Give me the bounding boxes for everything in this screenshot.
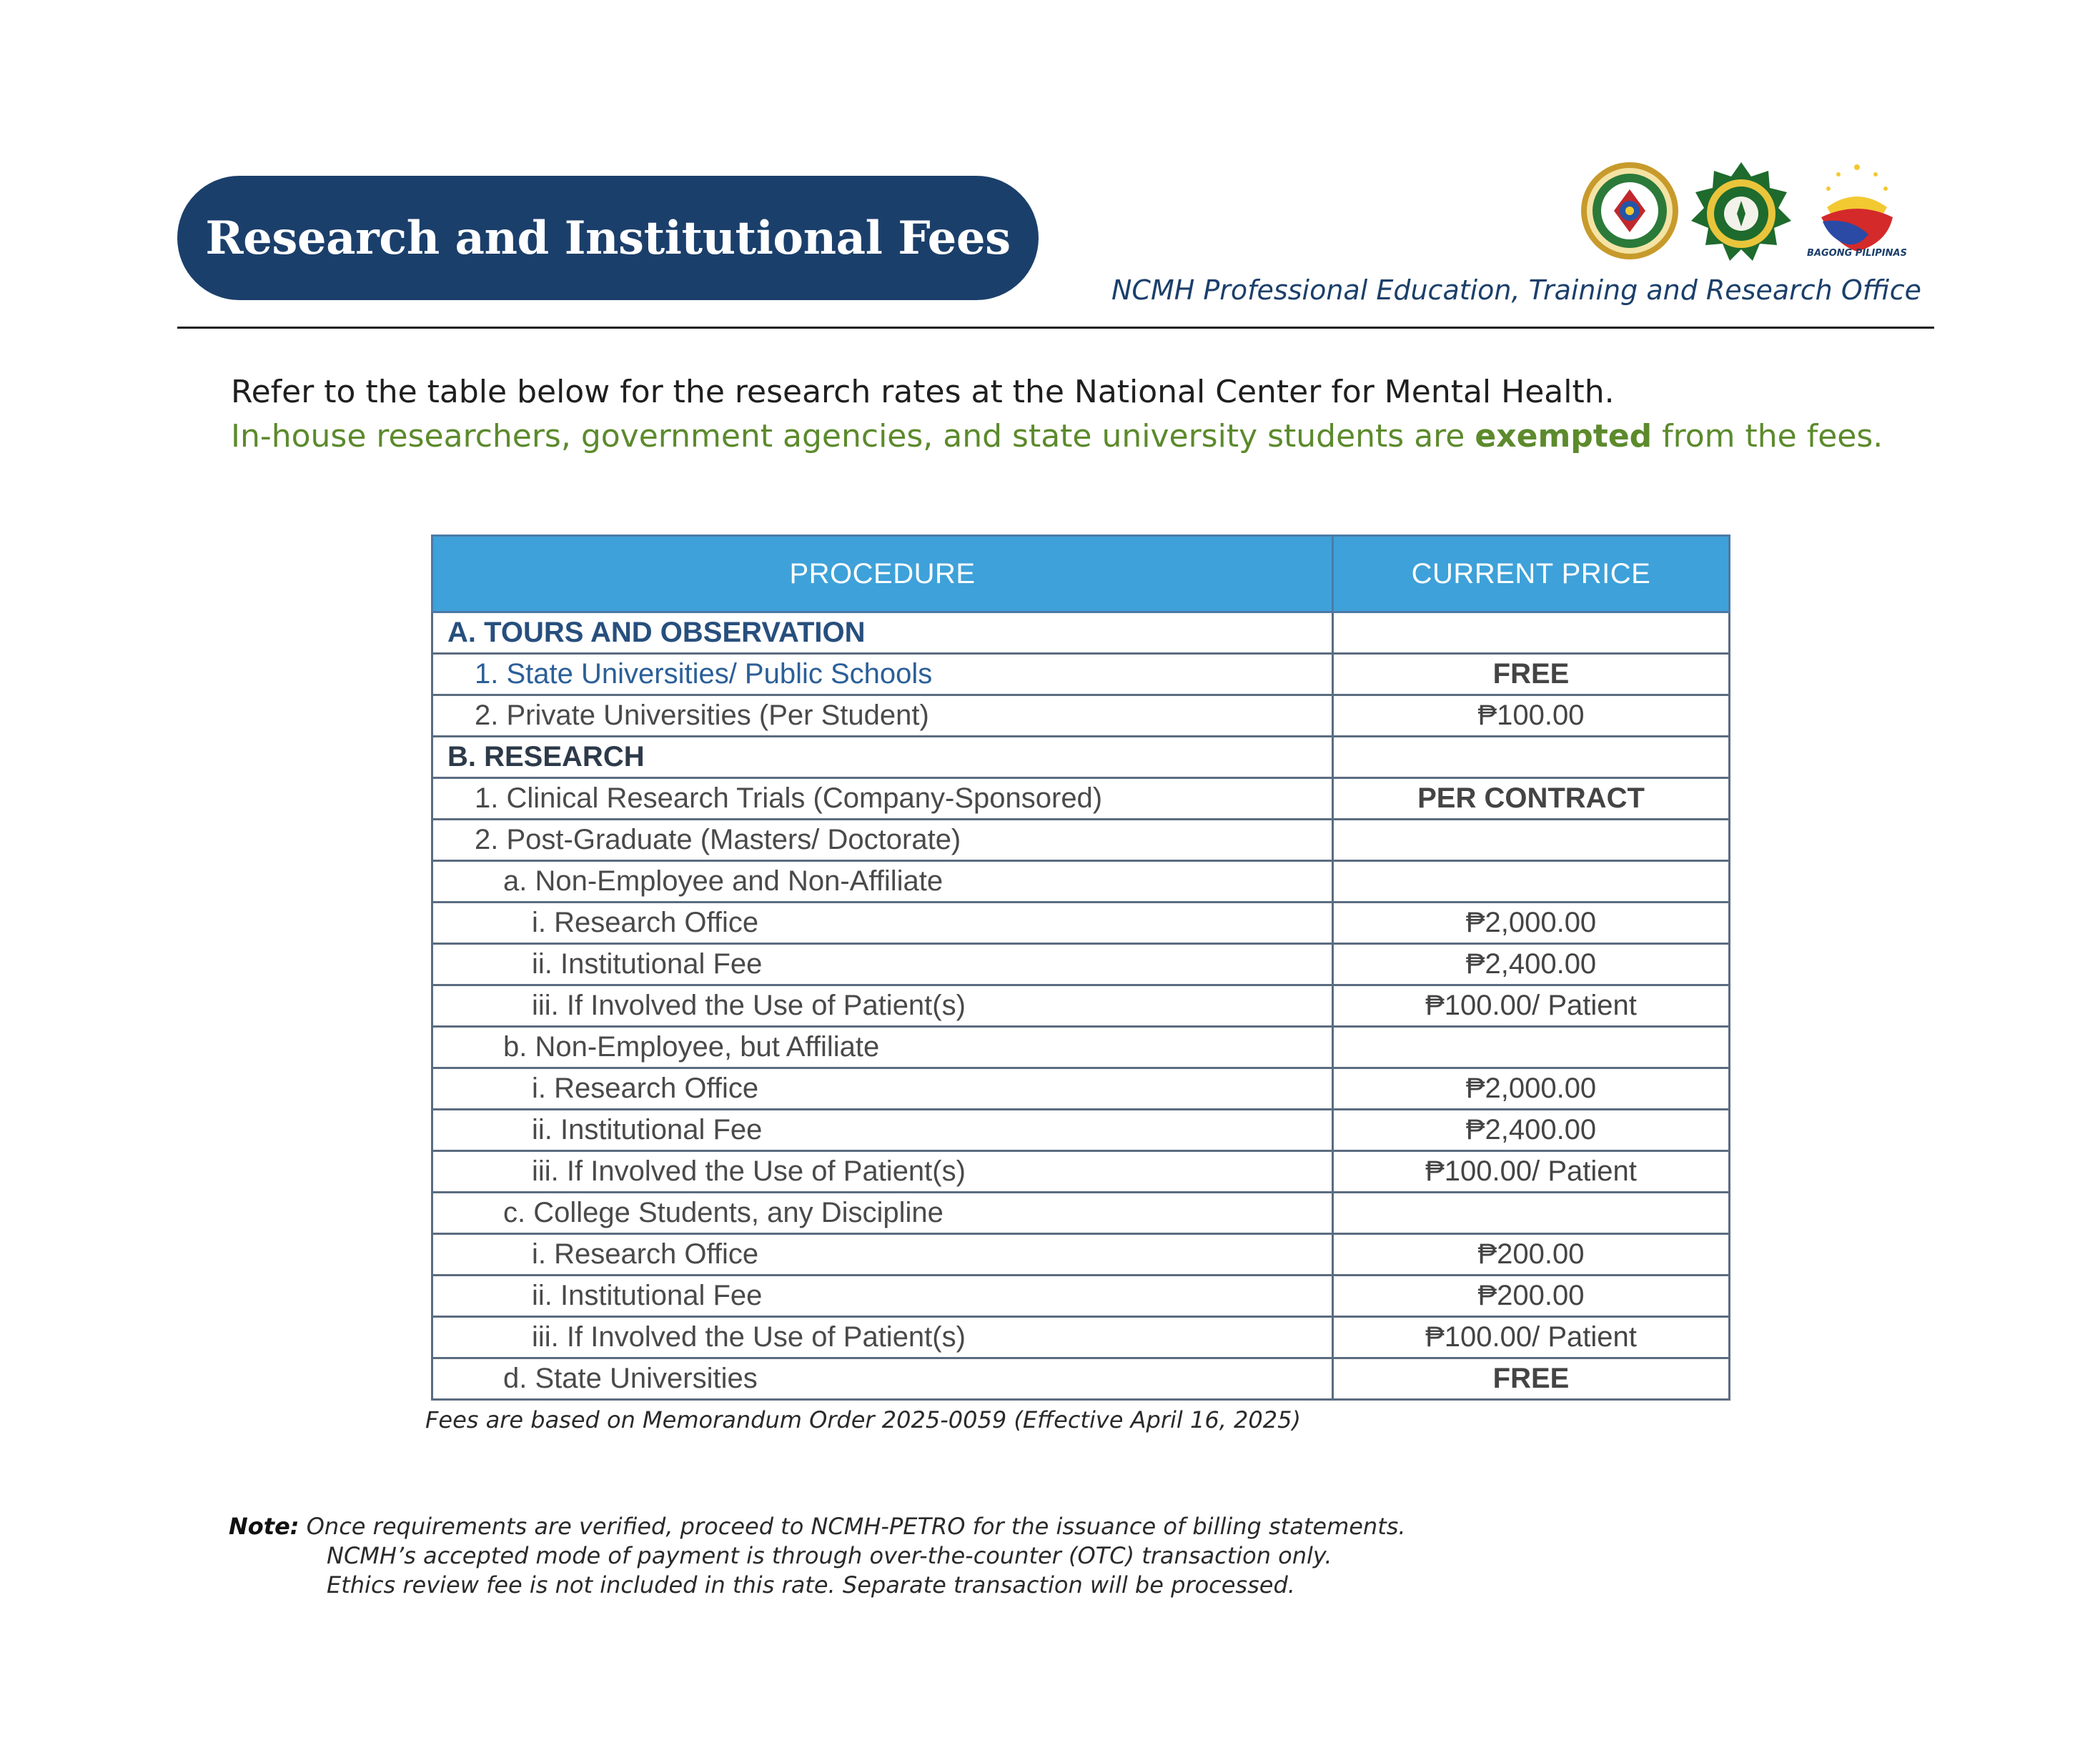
intro-line-2 [231, 414, 1883, 459]
intro-line-2-end: from the fees. [1652, 418, 1883, 454]
procedure-label: 2. Private Universities (Per Student) [475, 700, 929, 731]
intro-text [231, 370, 1883, 459]
price-cell [1333, 861, 1730, 903]
fee-source-caption: Fees are based on Memorandum Order 2025-0059 (Effective April 16, 2025) [425, 1406, 1301, 1433]
procedure-cell [432, 985, 1333, 1027]
table-row [432, 1068, 1730, 1110]
table-row [432, 985, 1730, 1027]
procedure-label: d. State Universities [503, 1363, 758, 1394]
header-divider [177, 327, 1934, 329]
price-cell [1333, 820, 1730, 861]
table-row [432, 903, 1730, 944]
procedure-label: ii. Institutional Fee [532, 948, 763, 980]
price-cell: PER CONTRACT [1333, 778, 1730, 820]
procedure-cell [432, 1234, 1333, 1276]
price-cell: FREE [1333, 1358, 1730, 1400]
procedure-cell [432, 1151, 1333, 1193]
page-title: Research and Institutional Fees [205, 211, 1011, 265]
intro-line-2-start: In-house researchers, government agencies, and state university students are [231, 418, 1475, 454]
table-row [432, 820, 1730, 861]
table-row [432, 1358, 1730, 1400]
procedure-label: a. Non-Employee and Non-Affiliate [503, 865, 943, 897]
table-row [432, 944, 1730, 985]
price-cell: ₱2,400.00 [1333, 1110, 1730, 1151]
table-row [432, 654, 1730, 695]
price-cell [1333, 612, 1730, 654]
price-cell: ₱2,400.00 [1333, 944, 1730, 985]
procedure-label: ii. Institutional Fee [532, 1114, 763, 1145]
procedure-label: iii. If Involved the Use of Patient(s) [532, 990, 966, 1021]
section-heading: B. RESEARCH [447, 741, 645, 772]
procedure-cell [432, 820, 1333, 861]
table-row [432, 1193, 1730, 1234]
procedure-label: c. College Students, any Discipline [503, 1197, 943, 1228]
procedure-cell [432, 1317, 1333, 1358]
header-procedure: PROCEDURE [432, 536, 1333, 612]
table-row [432, 1110, 1730, 1151]
table-row [432, 1234, 1730, 1276]
procedure-cell [432, 1193, 1333, 1234]
note-text-1: Once requirements are verified, proceed to NCMH-PETRO for the issuance of billing statements. [299, 1513, 1406, 1540]
logo-group [1580, 161, 1908, 268]
table-row [432, 1276, 1730, 1317]
section-heading: A. TOURS AND OBSERVATION [447, 617, 866, 648]
price-cell: ₱100.00/ Patient [1333, 1317, 1730, 1358]
table-row [432, 695, 1730, 737]
procedure-label: iii. If Involved the Use of Patient(s) [532, 1155, 966, 1187]
procedure-cell [432, 654, 1333, 695]
procedure-cell [432, 1027, 1333, 1068]
procedure-label: ii. Institutional Fee [532, 1280, 763, 1311]
price-cell: ₱2,000.00 [1333, 1068, 1730, 1110]
procedure-cell [432, 1276, 1333, 1317]
price-cell [1333, 737, 1730, 778]
office-name: NCMH Professional Education, Training and Research Office [1111, 274, 1921, 306]
price-cell: ₱200.00 [1333, 1276, 1730, 1317]
price-cell: FREE [1333, 654, 1730, 695]
note-block [229, 1512, 1406, 1600]
price-cell: ₱100.00/ Patient [1333, 985, 1730, 1027]
procedure-cell [432, 737, 1333, 778]
title-banner [177, 176, 1039, 300]
procedure-cell [432, 944, 1333, 985]
note-line-2: NCMH’s accepted mode of payment is through over-the-counter (OTC) transaction only. [327, 1542, 1332, 1569]
procedure-cell [432, 1358, 1333, 1400]
price-cell: ₱200.00 [1333, 1234, 1730, 1276]
price-cell: ₱2,000.00 [1333, 903, 1730, 944]
exempted-emphasis: exempted [1475, 418, 1653, 454]
procedure-cell [432, 861, 1333, 903]
procedure-label: 1. Clinical Research Trials (Company-Sponsored) [475, 782, 1103, 814]
fee-table [431, 535, 1730, 1401]
table-row [432, 1027, 1730, 1068]
doh-seal-logo [1580, 161, 1680, 261]
table-row [432, 612, 1730, 654]
header-current-price: CURRENT PRICE [1333, 536, 1730, 612]
price-cell: ₱100.00/ Patient [1333, 1151, 1730, 1193]
procedure-label: b. Non-Employee, but Affiliate [503, 1031, 880, 1063]
procedure-cell [432, 612, 1333, 654]
price-cell: ₱100.00 [1333, 695, 1730, 737]
note-line-3: Ethics review fee is not included in this rate. Separate transaction will be processed. [327, 1571, 1295, 1599]
procedure-label: iii. If Involved the Use of Patient(s) [532, 1321, 966, 1353]
procedure-cell [432, 695, 1333, 737]
note-label: Note: [229, 1513, 299, 1540]
price-cell [1333, 1193, 1730, 1234]
price-cell [1333, 1027, 1730, 1068]
procedure-label: 2. Post-Graduate (Masters/ Doctorate) [475, 824, 961, 855]
bagong-pilipinas-label: BAGONG PILIPINAS [1807, 248, 1907, 259]
table-row [432, 778, 1730, 820]
procedure-label: i. Research Office [532, 1238, 759, 1270]
ncmh-seal-logo [1688, 161, 1794, 267]
note-line-1 [229, 1512, 1406, 1541]
procedure-cell [432, 903, 1333, 944]
procedure-cell [432, 1110, 1333, 1151]
procedure-label: 1. State Universities/ Public Schools [475, 658, 933, 690]
procedure-cell [432, 1068, 1333, 1110]
intro-line-1: Refer to the table below for the research rates at the National Center for Mental Health. [231, 374, 1615, 410]
procedure-label: i. Research Office [532, 907, 759, 938]
table-row [432, 861, 1730, 903]
table-row [432, 737, 1730, 778]
table-header-row [432, 536, 1730, 612]
procedure-label: i. Research Office [532, 1073, 759, 1104]
procedure-cell [432, 778, 1333, 820]
table-row [432, 1317, 1730, 1358]
table-row [432, 1151, 1730, 1193]
